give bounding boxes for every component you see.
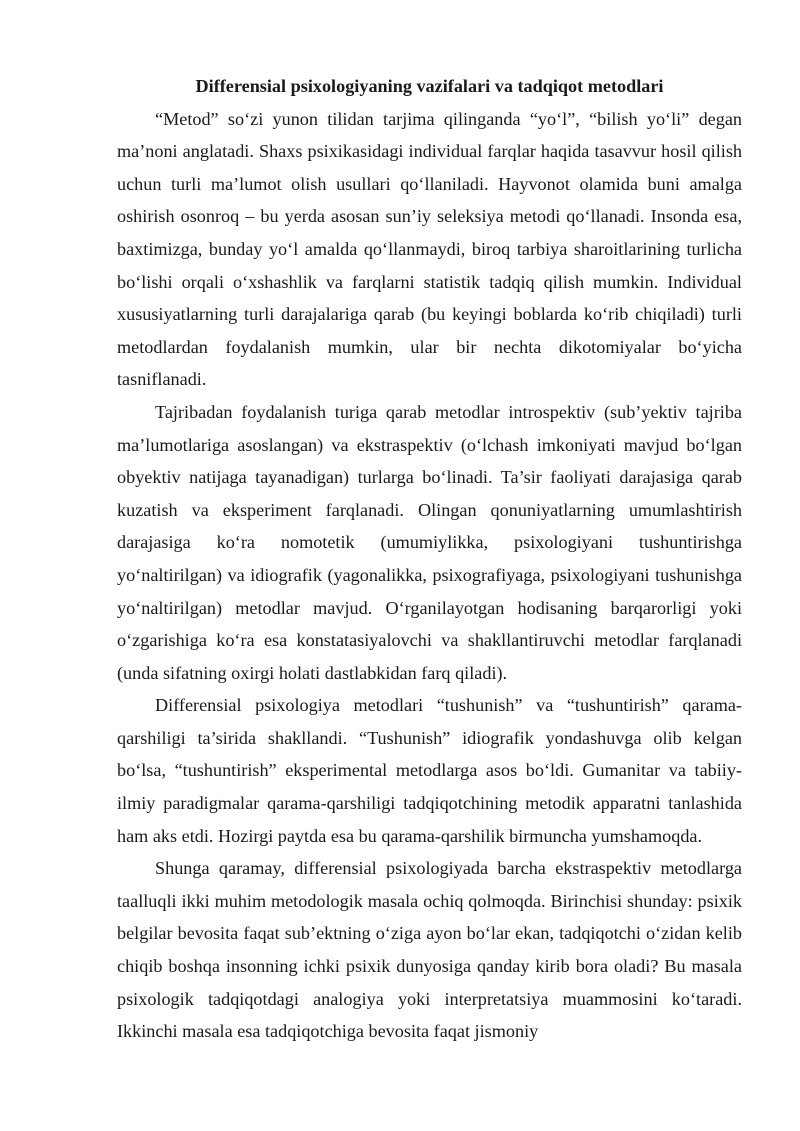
paragraph-methodological-issues: Shunga qaramay, differensial psixologiyada barcha ekstraspektiv metodlarga taalluqli ikki muhim metodologik masala ochiq qolmoqda. Birinchisi shunday: psixik belgilar bevosita faqat sub’ektning o‘ziga ayon bo‘lar ekan, tadqiqotchi o‘zidan kelib chiqib boshqa insonning ichki psixik dunyosiga qanday kirib bora oladi? Bu masala psixologik tadqiqotdagi analogiya yoki interpretatsiya muammosini ko‘taradi. Ikkinchi masala esa tadqiqotchiga bevosita faqat jismoniy <box>117 858 742 1042</box>
paragraph-understanding-explaining: Differensial psixologiya metodlari “tushunish” va “tushuntirish” qarama-qarshiligi ta’sirida shakllandi. “Tushunish” idiografik yondashuvga olib kelgan bo‘lsa, “tushuntirish” eksperimental metodlarga asos bo‘ldi. Gumanitar va tabiiy-ilmiy paradigmalar qarama-qarshiligi tadqiqotchining metodik apparatni tanlashida ham aks etdi. Hozirgi paytda esa bu qarama-qarshilik birmuncha yumshamoqda. <box>117 695 742 846</box>
document-title: Differensial psixologiyaning vazifalari va tadqiqot metodlari <box>195 76 664 96</box>
paragraph-method-types: Tajribadan foydalanish turiga qarab metodlar introspektiv (sub’yektiv tajriba ma’lumotlariga asoslangan) va ekstraspektiv (o‘lchash imkoniyati mavjud bo‘lgan obyektiv natijaga tayanadigan) turlarga bo‘linadi. Ta’sir faoliyati darajasiga qarab kuzatish va eksperiment farqlanadi. Olingan qonuniyatlarning umumlashtirish darajasiga ko‘ra nomotetik (umumiylikka, psixologiyani tushuntirishga yo‘naltirilgan) va idiografik (yagonalikka, psixografiyaga, psixologiyani tushunishga yo‘naltirilgan) metodlar mavjud. O‘rganilayotgan hodisaning barqarorligi yoki o‘zgarishiga ko‘ra esa konstatasiyalovchi va shakllantiruvchi metodlar farqlanadi (unda sifatning oxirgi holati dastlabkidan farq qiladi). <box>117 401 742 683</box>
document-page <box>117 70 742 1048</box>
paragraph-method-definition: “Metod” so‘zi yunon tilidan tarjima qilinganda “yo‘l”, “bilish yo‘li” degan ma’noni anglatadi. Shaxs psixikasidagi individual farqlar haqida tasavvur hosil qilish uchun turli ma’lumot olish usullari qo‘llaniladi. Hayvonot olamida buni amalga oshirish osonroq – bu yerda asosan sun’iy seleksiya metodi qo‘llanadi. Insonda esa, baxtimizga, bunday yo‘l amalda qo‘llanmaydi, biroq tarbiya sharoitlarining turlicha bo‘lishi orqali o‘xshashlik va farqlarni statistik tadqiq qilish mumkin. Individual xususiyatlarning turli darajalariga qarab (bu keyingi boblarda ko‘rib chiqiladi) turli metodlardan foydalanish mumkin, ular bir nechta dikotomiyalar bo‘yicha tasniflanadi. <box>117 108 742 390</box>
